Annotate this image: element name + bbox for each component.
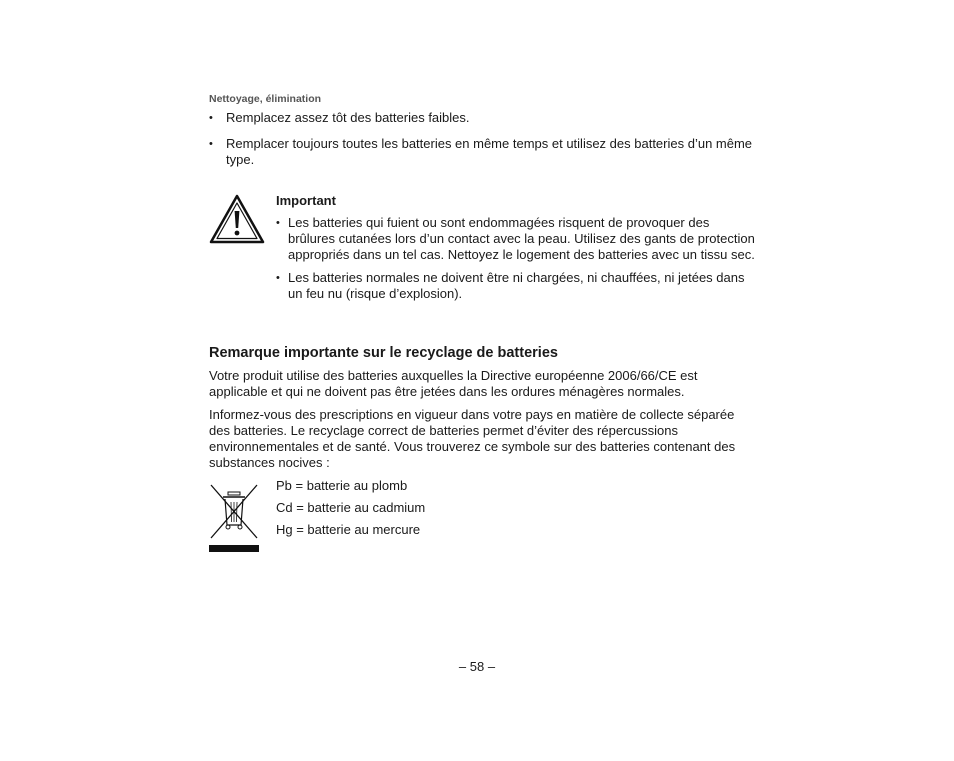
important-list	[276, 215, 756, 309]
list-item: • Les batteries qui fuient ou sont endommagées risquent de provoquer des brûlures cutanées lors d’un contact avec la peau. Utilisez des gants de protection appropriés dans un tel cas. Nettoyez le logement des batteries avec un tissu sec.	[276, 215, 756, 263]
list-item: Hg = batterie au mercure	[276, 522, 421, 537]
section-header: Nettoyage, élimination	[209, 93, 322, 105]
substance-list	[276, 478, 425, 544]
paragraph: Informez-vous des prescriptions en vigueur dans votre pays en matière de collecte séparée des batteries. Le recyclage correct de batteries permet d’éviter des répercussions environnementales et de santé. Vous trouverez ce symbole sur des batteries contenant des substances nocives :	[209, 407, 736, 470]
section-title: Remarque importante sur le recyclage de batteries	[209, 345, 558, 361]
page-number: – 58 –	[458, 659, 496, 674]
list-item: • Remplacer toujours toutes les batteries en même temps et utilisez des batteries d’un même type.	[209, 136, 769, 168]
list-item: • Remplacez assez tôt des batteries faibles.	[209, 110, 769, 126]
crossed-out-bin-icon	[209, 483, 259, 553]
top-bullet-list	[209, 110, 769, 178]
list-item: • Les batteries normales ne doivent être ni chargées, ni chauffées, ni jetées dans un feu nu (risque d’explosion).	[276, 270, 756, 302]
list-item: Pb = batterie au plomb	[276, 478, 408, 493]
important-title: Important	[276, 193, 336, 208]
list-item: Cd = batterie au cadmium	[276, 500, 426, 515]
warning-triangle-icon	[209, 194, 265, 244]
paragraph: Votre produit utilise des batteries auxquelles la Directive européenne 2006/66/CE est applicable et qui ne doivent pas être jetées dans les ordures ménagères normales.	[209, 368, 698, 399]
